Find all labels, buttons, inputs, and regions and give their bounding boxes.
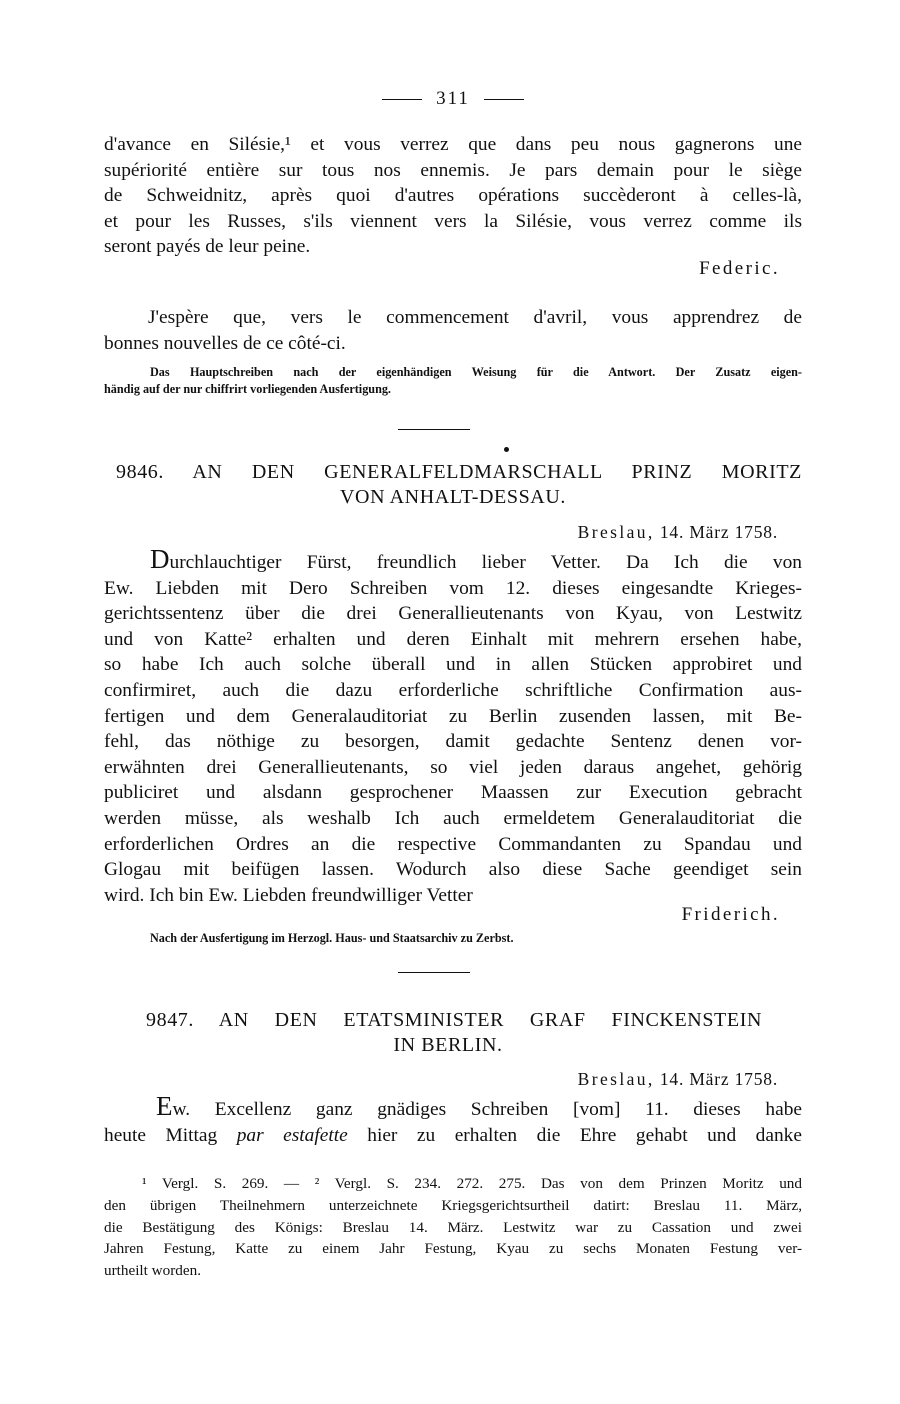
text-line: wird. Ich bin Ew. Liebden freundwilliger Vetter (104, 884, 473, 906)
text-line: und von Katte² erhalten und deren Einhalt mit mehrern ersehen habe, (104, 628, 802, 650)
text-line-rest: urchlauchtiger Fürst, freundlich lieber Vetter. Da Ich die von (169, 552, 802, 573)
letter-heading-9846 (104, 460, 802, 510)
note-line: Das Hauptschreiben nach der eigenhändigen Weisung für die Antwort. Der Zusatz eigen- (150, 365, 802, 379)
dateline-9847 (578, 1069, 778, 1090)
text-line: fehl, das nöthige zu besorgen, damit gedachte Sentenz denen vor- (104, 731, 802, 753)
dateline-place: Breslau, (577, 1069, 655, 1089)
dateline-date: 14. März 1758. (659, 522, 778, 542)
text-line: de Schweidnitz, après quoi d'autres opérations succèderont à celles-là, (104, 185, 802, 207)
section-divider (398, 429, 470, 430)
text-line: confirmiret, auch die dazu erforderliche schriftliche Confirmation aus- (104, 679, 802, 701)
initial-letter: D (150, 544, 170, 574)
text-line (104, 544, 802, 576)
text-line: erwähnten drei Generallieutenants, so viel jeden daraus angehet, gehörig (104, 756, 802, 778)
signature-federic: Federic. (699, 258, 780, 279)
text-line (104, 1091, 802, 1123)
letter-body-9847 (104, 1091, 802, 1148)
text-fragment: hier zu erhalten die Ehre gehabt und danke (347, 1124, 802, 1146)
footnote-line: ¹ Vergl. S. 269. — ² Vergl. S. 234. 272. 275. Das von dem Prinzen Moritz und (142, 1175, 802, 1192)
text-line: Glogau mit beifügen lassen. Wodurch also diese Sache geendiget sein (104, 859, 802, 881)
note-line: Nach der Ausfertigung im Herzogl. Haus- und Staatsarchiv zu Zerbst. (150, 931, 514, 945)
letter-heading-9847 (104, 1008, 802, 1058)
italic-phrase: par estafette (236, 1124, 348, 1146)
text-line: werden müsse, als weshalb Ich auch ermeldetem Generalauditoriat die (104, 807, 802, 829)
dateline-place: Breslau, (577, 522, 655, 542)
editorial-note-2 (104, 930, 802, 947)
editorial-note-1 (104, 364, 802, 398)
note-line: händig auf der nur chiffrirt vorliegenden Ausfertigung. (104, 382, 391, 396)
heading-line: IN BERLIN. (393, 1034, 503, 1056)
dateline-9846 (578, 522, 778, 543)
text-line: publiciret und alsdann gesprochener Maassen zur Execution gebracht (104, 782, 802, 804)
section-divider (398, 972, 470, 973)
text-line: fertigen und dem Generalauditoriat zu Berlin zusenden lassen, mit Be- (104, 705, 802, 727)
footnotes (104, 1173, 802, 1282)
text-line: supériorité entière sur tous nos ennemis. Je pars demain pour le siège (104, 159, 802, 181)
letter-continuation (104, 132, 802, 260)
initial-letter: E (156, 1091, 173, 1121)
page-number-dash-left (382, 99, 422, 100)
text-line-rest: w. Excellenz ganz gnädiges Schreiben [vom] 11. dieses habe (172, 1099, 802, 1120)
text-line: J'espère que, vers le commencement d'avril, vous apprendrez de (148, 307, 802, 328)
text-line: bonnes nouvelles de ce côté-ci. (104, 332, 346, 354)
signature-friderich: Friderich. (681, 904, 780, 925)
text-line: gerichtssentenz über die drei Generallieutenants von Kyau, von Lestwitz (104, 603, 802, 625)
text-line: erforderlichen Ordres an die respective Commandanten zu Spandau und (104, 833, 802, 855)
text-line: d'avance en Silésie,¹ et vous verrez que dans peu nous gagnerons une (104, 134, 802, 155)
text-line (104, 1123, 802, 1149)
page-number (104, 88, 802, 110)
text-line: Ew. Liebden mit Dero Schreiben vom 12. dieses eingesandte Krieges- (104, 577, 802, 599)
heading-line: 9846. AN DEN GENERALFELDMARSCHALL PRINZ MORITZ (116, 461, 802, 483)
footnote-line: urtheilt worden. (104, 1262, 202, 1280)
footnote-line: die Bestätigung des Königs: Breslau 14. März. Lestwitz war zu Cassation und zwei (104, 1218, 802, 1236)
page-number-text: 311 (436, 88, 470, 109)
postscript (104, 305, 802, 356)
text-line: so habe Ich auch solche überall und in allen Stücken approbiret und (104, 654, 802, 676)
letter-body-9846 (104, 544, 802, 908)
page-number-dash-right (484, 99, 524, 100)
divider-dot (504, 447, 509, 452)
dateline-date: 14. März 1758. (659, 1069, 778, 1089)
text-fragment: heute Mittag (104, 1124, 237, 1146)
footnote-line: den übrigen Theilnehmern unterzeichnete Kriegsgerichtsurtheil datirt: Breslau 11. März, (104, 1196, 802, 1214)
heading-line: VON ANHALT-DESSAU. (339, 486, 566, 508)
text-line: seront payés de leur peine. (104, 236, 311, 258)
text-line: et pour les Russes, s'ils viennent vers la Silésie, vous verrez comme ils (104, 210, 802, 232)
heading-line: 9847. AN DEN ETATSMINISTER GRAF FINCKENSTEIN (146, 1009, 762, 1031)
footnote-line: Jahren Festung, Katte zu einem Jahr Festung, Kyau zu sechs Monaten Festung ver- (104, 1240, 802, 1258)
